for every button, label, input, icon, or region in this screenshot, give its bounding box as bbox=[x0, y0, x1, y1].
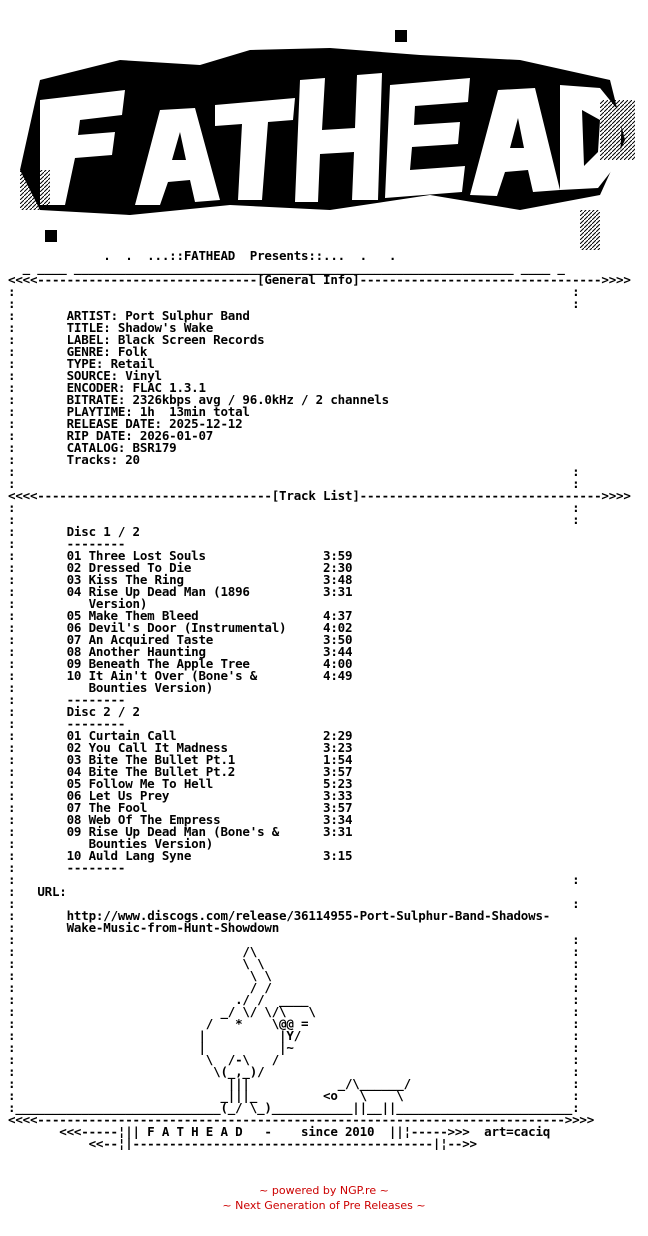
track-row: : 04 Bite The Bullet Pt.2 3:57 bbox=[8, 764, 353, 779]
track-row: : 08 Web Of The Empress 3:34 bbox=[8, 812, 353, 827]
disc-2-tracklist bbox=[8, 728, 352, 863]
track-row: : 02 Dressed To Die 2:30 bbox=[8, 560, 353, 575]
info-bitrate: BITRATE: 2326kbps avg / 96.0kHz / 2 channels bbox=[66, 392, 389, 407]
track-row: : 07 An Acquired Taste 3:50 bbox=[8, 632, 353, 647]
info-source: SOURCE: Vinyl bbox=[66, 368, 162, 383]
track-row: : 08 Another Haunting 3:44 bbox=[8, 644, 353, 659]
track-row: : 03 Kiss The Ring 3:48 bbox=[8, 572, 353, 587]
track-row: : 04 Rise Up Dead Man (1896 3:31 : Version) bbox=[8, 584, 353, 611]
presents-line: . . ...::FATHEAD Presents::... . . bbox=[8, 250, 397, 263]
discogs-link[interactable]: http://www.discogs.com/release/36114955-Port-Sulphur-Band-Shadows- : Wake-Music-from-Hunt-Showdown bbox=[8, 908, 551, 935]
disc-2-title: Disc 2 / 2 bbox=[66, 704, 140, 719]
track-row: : 01 Three Lost Souls 3:59 bbox=[8, 548, 353, 563]
track-row: : 03 Bite The Bullet Pt.1 1:54 bbox=[8, 752, 353, 767]
footer-tagline: ~ Next Generation of Pre Releases ~ bbox=[222, 1199, 426, 1212]
info-playtime: PLAYTIME: 1h 13min total bbox=[66, 404, 250, 419]
track-row: : 09 Rise Up Dead Man (Bone's & 3:31 : Bounties Version) bbox=[8, 824, 353, 851]
track-row: : 09 Beneath The Apple Tree 4:00 bbox=[8, 656, 353, 671]
footer-powered-by: ~ powered by NGP.re ~ bbox=[259, 1184, 389, 1197]
general-info-heading: [General Info] bbox=[257, 272, 360, 287]
fathead-logo bbox=[0, 20, 648, 250]
info-label: LABEL: Black Screen Records bbox=[66, 332, 265, 347]
track-list-heading: [Track List] bbox=[271, 488, 360, 503]
track-row: : 05 Follow Me To Hell 5:23 bbox=[8, 776, 353, 791]
track-row: : 06 Let Us Prey 3:33 bbox=[8, 788, 353, 803]
info-encoder: ENCODER: FLAC 1.3.1 bbox=[66, 380, 206, 395]
track-row: : 01 Curtain Call 2:29 bbox=[8, 728, 353, 743]
credit-line: <<<-----¦|| F A T H E A D - since 2010 ||¦----->>> art=caciq bbox=[8, 1124, 551, 1139]
credit-line-2: <<--¦|-----------------------------------------|¦-->> bbox=[8, 1136, 477, 1150]
info-type: TYPE: Retail bbox=[66, 356, 155, 371]
track-row: : 02 You Call It Madness 3:23 bbox=[8, 740, 353, 755]
disc-1-tracklist bbox=[8, 548, 352, 695]
track-row: : 06 Devil's Door (Instrumental) 4:02 bbox=[8, 620, 353, 635]
info-title: TITLE: Shadow's Wake bbox=[66, 320, 214, 335]
info-release-date: RELEASE DATE: 2025-12-12 bbox=[66, 416, 243, 431]
info-genre: GENRE: Folk bbox=[66, 344, 148, 359]
track-row: : 07 The Fool 3:57 bbox=[8, 800, 353, 815]
disc-1-title: Disc 1 / 2 bbox=[66, 524, 140, 539]
track-row: : 10 It Ain't Over (Bone's & 4:49 : Bounties Version) bbox=[8, 668, 353, 695]
track-row: : 05 Make Them Bleed 4:37 bbox=[8, 608, 353, 623]
info-catalog: CATALOG: BSR179 bbox=[66, 440, 177, 455]
track-row: : 10 Auld Lang Syne 3:15 bbox=[8, 848, 353, 863]
nfo-text: . . ...::FATHEAD Presents::... . . _ ____ ____________________________________________________________ ____ _ <<<<------------------------------[General Info]--------------------------------->>>> : : : : : ARTIST: Port Sulphur Band : TITLE: Shadow's Wake : LABEL: Black Screen Records : GENRE: Folk : TYPE: Retail : SOURCE: Vinyl : ENCODER: FLAC 1.3.1 : BITRATE: 2326kbps avg / 96.0kHz / 2 channels : PLAYTIME: 1h 13min total : RELEASE DATE: 2025-12-12 : RIP DATE: 2026-01-07 : CATALOG: BSR179 : Tracks: 20 : : : : <<<<--------------------------------[Track List]--------------------------------->>>> : : : : : Disc 1 / 2 : -------- : 01 Three Lost Souls 3:59 : 02 Dressed To Die 2:30 : 03 Kiss The Ring 3:48 : 04 Rise Up Dead Man (1896 3:31 : Version) : 05 Make Them Bleed 4:37 : 06 Devil's Door (Instrumental) 4:02 : 07 An Acquired Taste 3:50 : 08 Another Haunting 3:44 : 09 Beneath The Apple Tree 4:00 : 10 It Ain't Over (Bone's & 4:49 : Bounties Version) : -------- : Disc 2 / 2 : -------- : 01 Curtain Call 2:29 : 02 You Call It Madness 3:23 : 03 Bite The Bullet Pt.1 1:54 : 04 Bite The Bullet Pt.2 3:57 : 05 Follow Me To Hell 5:23 : 06 Let Us Prey 3:33 : 07 The Fool 3:57 : 08 Web Of The Empress 3:34 : 09 Rise Up Dead Man (Bone's & 3:31 : Bounties Version) : 10 Auld Lang Syne 3:15 : -------- : : : URL: : : : http://www.discogs.com/release/36114955-Port-Sulphur-Band-Shadows- : Wake-Music-from-Hunt-Showdown : : : /\ : : \ \ : : \ \ : : / / : : ./ / ____ : : _/ \/ \/\ \ : : / * \@@ = : : | |Y/ : : | |~ : : \ /-\ / : : \(_,_)/ : : ||| _/\______/ : : _|||_ <o \ \ : :____________________________(_/ \_)___________||__||________________________: <<<<------------------------------------------------------------------------>>>> <<<-----¦|| F A T H E A D - since 2010 ||¦----->>> art=caciq <<--¦|-----------------------------------------|¦-->> bbox=[8, 250, 631, 1150]
info-rip-date: RIP DATE: 2026-01-07 bbox=[66, 428, 214, 443]
url-label: URL: bbox=[37, 884, 67, 899]
info-tracks: Tracks: 20 bbox=[66, 452, 140, 467]
info-artist: ARTIST: Port Sulphur Band bbox=[66, 308, 250, 323]
